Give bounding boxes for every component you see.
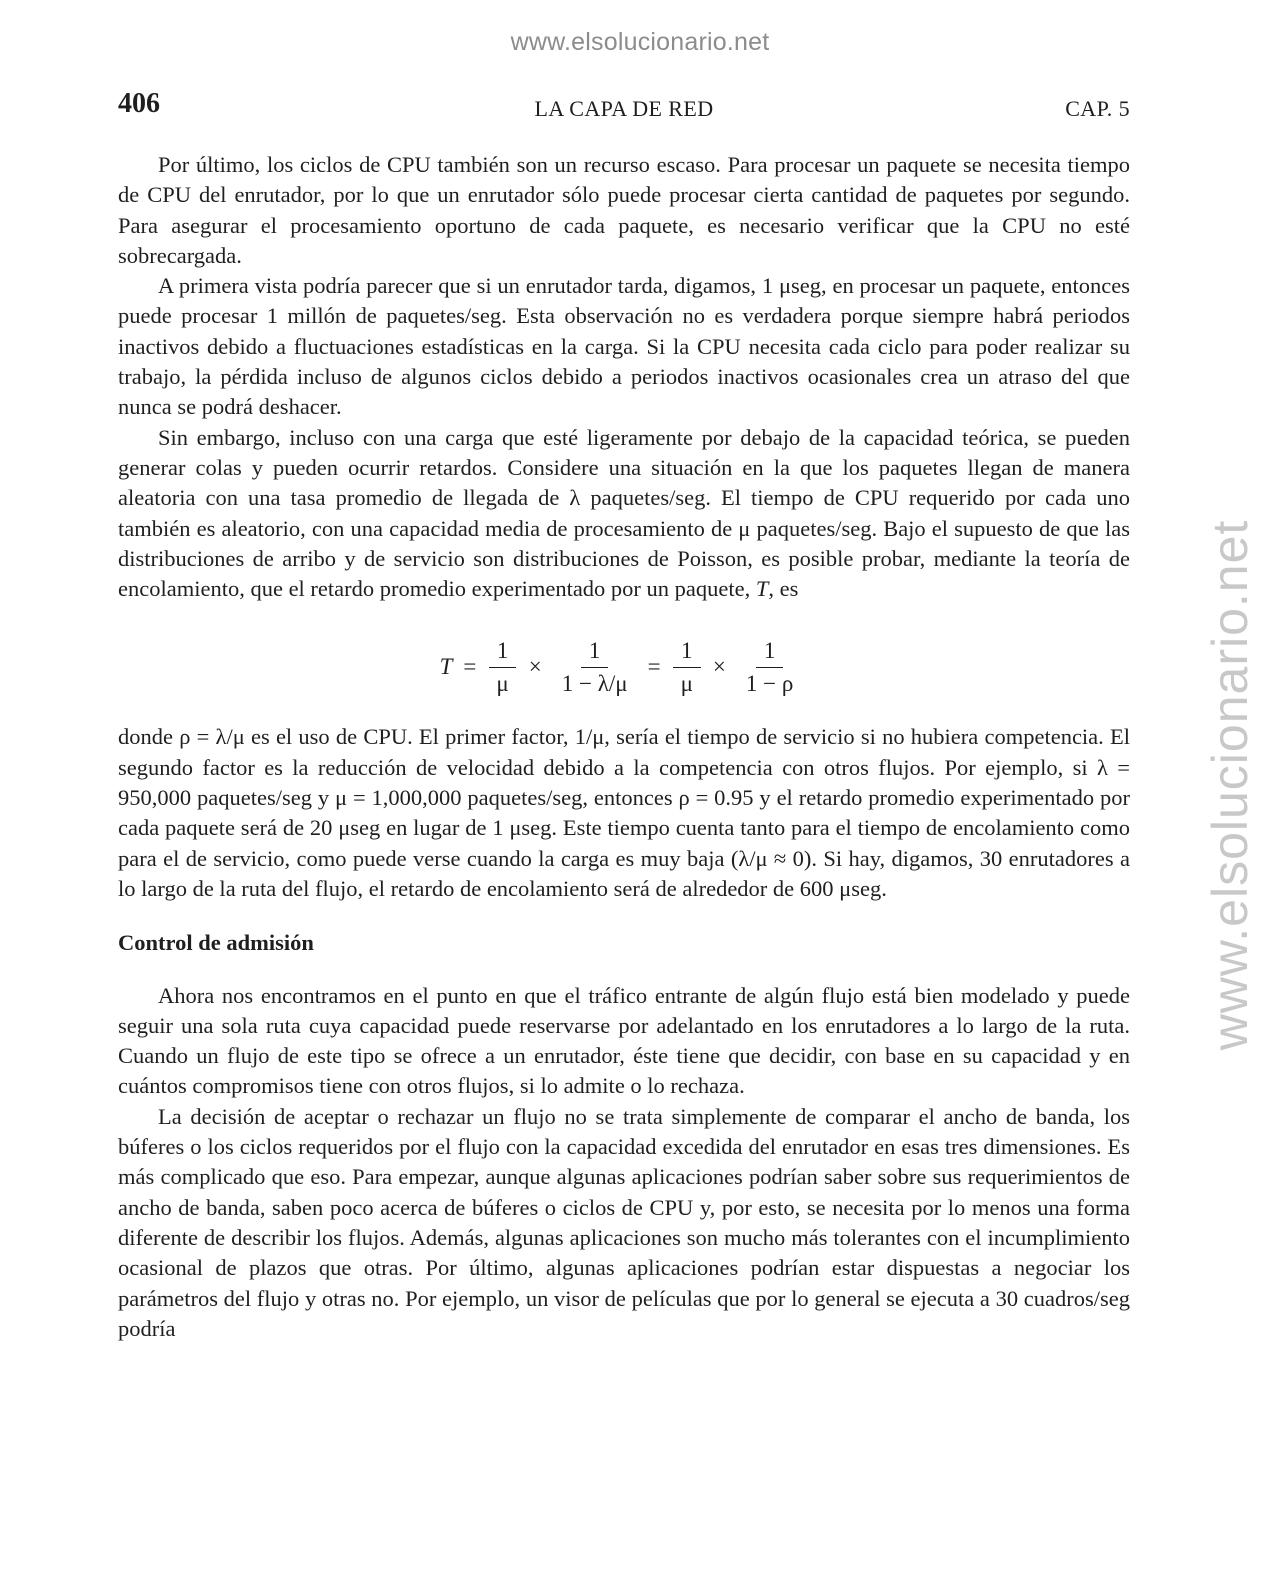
fraction-4-denominator: 1 − ρ xyxy=(745,670,794,696)
paragraph-queueing-text: Sin embargo, incluso con una carga que esté ligeramente por debajo de la capacidad teórica, se pueden generar colas y pueden ocurrir retardos. Considere una situación en la que los paquetes llegan de manera aleatoria con una tasa promedio de llegada de λ paquetes/seg. El tiempo de CPU requerido por cada uno también es aleatorio, con una capacidad media de procesamiento de μ paquetes/seg. Bajo el supuesto de que las distribuciones de arribo y de servicio son distribuciones de Poisson, es posible probar, mediante la teoría de encolamiento, que el retardo promedio experimentado por un paquete, xyxy=(118,424,1130,602)
paragraph-queueing xyxy=(118,423,1130,605)
paragraph-admission: Ahora nos encontramos en el punto en que el tráfico entrante de algún flujo está bien modelado y puede seguir una sola ruta cuya capacidad puede reservarse por adelantado en los enrutadores a lo largo de la ruta. Cuando un flujo de este tipo se ofrece a un enrutador, éste tiene que decidir, con base en su capacidad y en cuántos compromisos tiene con otros flujos, si lo admite o lo rechaza. xyxy=(118,982,1130,1099)
variable-t: T xyxy=(755,576,769,602)
watermark-top: www.elsolucionario.net xyxy=(510,28,770,56)
watermark-side: www.elsolucionario.net xyxy=(1202,519,1258,1051)
section-heading: Control de admisión xyxy=(118,930,314,956)
times-sign: × xyxy=(528,654,542,680)
page-number: 406 xyxy=(118,88,160,119)
equals-sign: = xyxy=(647,654,661,680)
fraction-2-numerator: 1 xyxy=(581,638,609,668)
delay-equation xyxy=(118,632,1130,702)
fraction-1 xyxy=(488,638,516,697)
body-text xyxy=(118,150,1130,1344)
paragraph-decision: La decisión de aceptar o rechazar un flujo no se trata simplemente de comparar el ancho de banda, los búferes o los ciclos requeridos por el flujo con la capacidad excedida del enrutador en esas tres dimensiones. Es más complicado que eso. Para empezar, aunque algunas aplicaciones podrían saber sobre sus requerimientos de ancho de banda, saben poco acerca de búferes o ciclos de CPU y, por esto, se necesita por lo menos una forma diferente de describir los flujos. Además, algunas aplicaciones son mucho más tolerantes con el incumplimiento ocasional de plazos que otras. Por último, algunas aplicaciones podrían estar dispuestas a negociar los parámetros del flujo y otras no. Por ejemplo, un visor de películas que por lo general se ejecuta a 30 cuadros/seg podría xyxy=(118,1103,1130,1341)
paragraph-cpu-cycles: Por último, los ciclos de CPU también son un recurso escaso. Para procesar un paquete se necesita tiempo de CPU del enrutador, por lo que un enrutador sólo puede procesar cierta cantidad de paquetes por segundo. Para asegurar el procesamiento oportuno de cada paquete, es necesario verificar que la CPU no esté sobrecargada. xyxy=(118,152,1130,268)
equals-sign: = xyxy=(463,654,477,680)
fraction-2-denominator: 1 − λ/μ xyxy=(561,670,628,696)
paragraph-utilization: donde ρ = λ/μ es el uso de CPU. El primer factor, 1/μ, sería el tiempo de servicio si no hubiera competencia. El segundo factor es la reducción de velocidad debido a la competencia con otros flujos. Por ejemplo, si λ = 950,000 paquetes/seg y μ = 1,000,000 paquetes/seg, entonces ρ = 0.95 y el retardo promedio experimentado por cada paquete será de 20 μseg en lugar de 1 μseg. Este tiempo cuenta tanto para el tiempo de encolamiento como para el de servicio, como puede verse cuando la carga es muy baja (λ/μ ≈ 0). Si hay, digamos, 30 enrutadores a lo largo de la ruta del flujo, el retardo de encolamiento será de alrededor de 600 μseg. xyxy=(118,724,1130,901)
fraction-2 xyxy=(554,638,636,697)
fraction-3-denominator: μ xyxy=(680,670,693,696)
fraction-3-numerator: 1 xyxy=(673,638,701,668)
equation-lhs: T xyxy=(439,654,453,680)
fraction-4 xyxy=(738,638,801,697)
paragraph-first-view: A primera vista podría parecer que si un enrutador tarda, digamos, 1 μseg, en procesar un paquete, entonces puede procesar 1 millón de paquetes/seg. Esta observación no es verdadera porque siempre habrá periodos inactivos debido a fluctuaciones estadísticas en la carga. Si la CPU necesita cada ciclo para poder realizar su trabajo, la pérdida incluso de algunos ciclos debido a periodos inactivos ocasionales crea un atraso del que nunca se podrá deshacer. xyxy=(118,273,1130,420)
running-title: LA CAPA DE RED xyxy=(534,96,714,121)
fraction-4-numerator: 1 xyxy=(756,638,784,668)
fraction-1-denominator: μ xyxy=(496,670,509,696)
paragraph-queueing-end: , es xyxy=(768,576,799,602)
fraction-3 xyxy=(673,638,701,697)
fraction-1-numerator: 1 xyxy=(489,638,517,668)
chapter-label: CAP. 5 xyxy=(1065,96,1130,121)
page-header xyxy=(118,88,1130,128)
times-sign: × xyxy=(712,654,726,680)
